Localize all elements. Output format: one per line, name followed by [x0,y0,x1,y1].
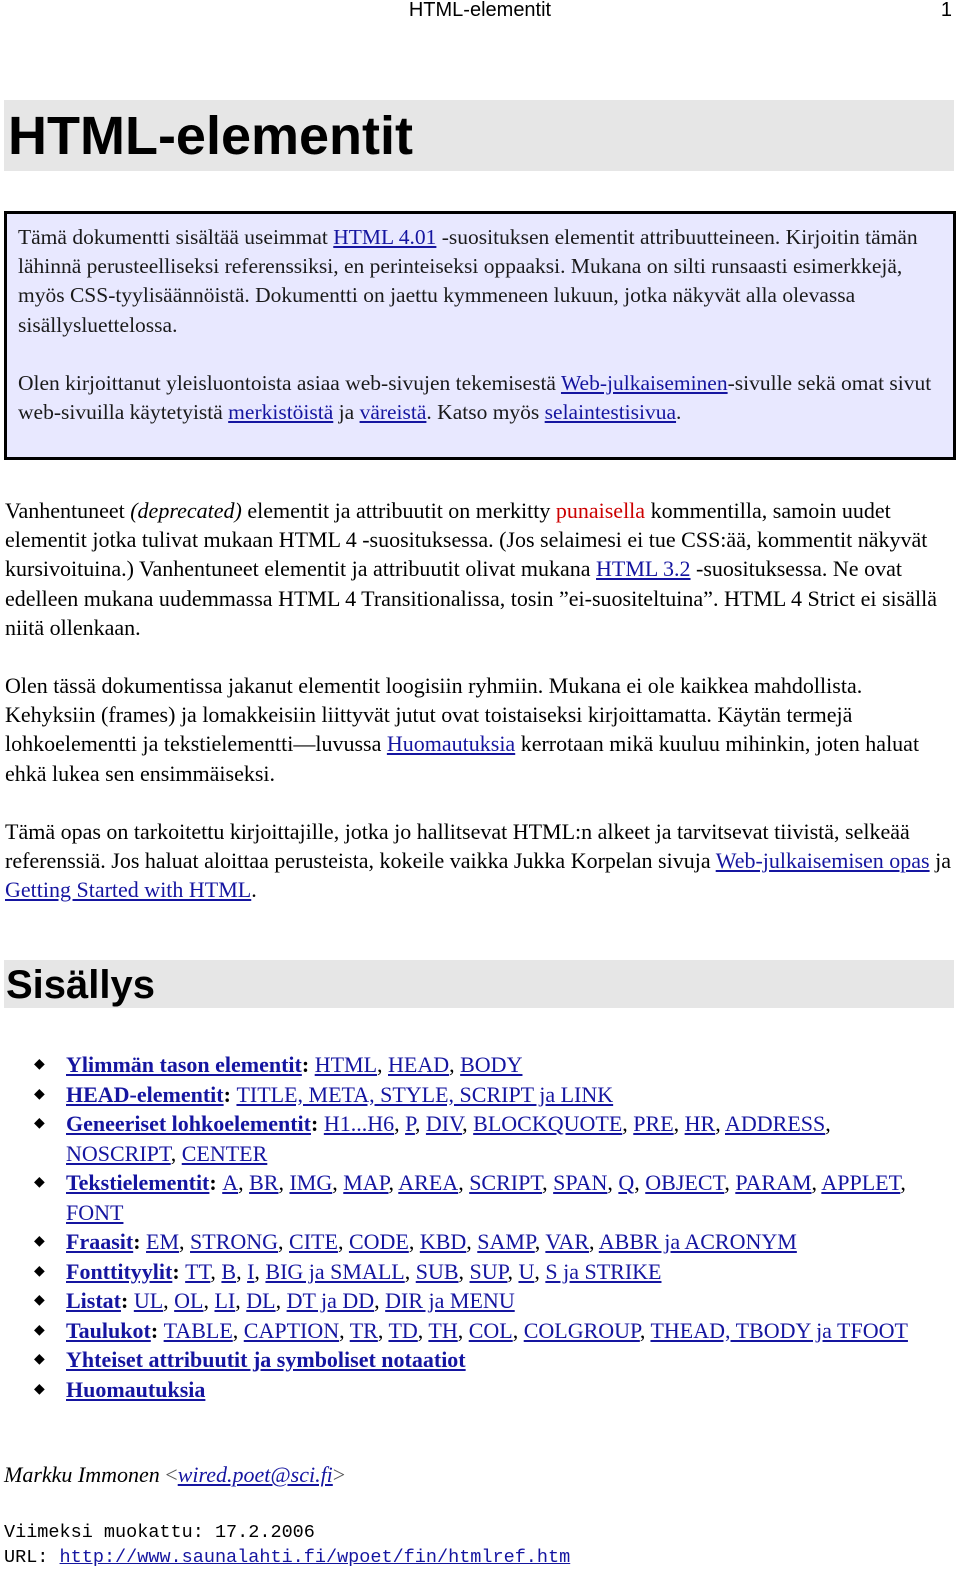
toc-element-link[interactable]: CAPTION [243,1317,340,1343]
toc-item: ◆ Taulukot: TABLE, CAPTION, TR, TD, TH, COL, COLGROUP, THEAD, TBODY ja TFOOT [34,1316,934,1346]
diamond-bullet-icon: ◆ [34,1086,45,1102]
modified-date: 17.2.2006 [214,1522,315,1543]
modified-line: Viimeksi muokattu: 17.2.2006 [4,1522,315,1543]
toc-category-link[interactable]: Taulukot [66,1317,151,1343]
toc-category-link[interactable]: HEAD-elementit [66,1081,224,1107]
toc-heading-bar [4,960,954,1008]
toc-element-link[interactable]: NOSCRIPT [66,1140,171,1166]
toc-item: ◆ Fraasit: EM, STRONG, CITE, CODE, KBD, SAMP, VAR, ABBR ja ACRONYM [34,1227,934,1257]
toc-element-link[interactable]: FONT [66,1199,124,1225]
toc-element-link[interactable]: HEAD [388,1052,450,1077]
diamond-bullet-icon: ◆ [34,1234,45,1249]
toc-element-link[interactable]: TR [349,1317,378,1343]
toc-element-link[interactable]: APPLET [821,1170,901,1195]
toc-element-link[interactable]: P [405,1111,415,1136]
toc-element-link[interactable]: AREA [398,1170,459,1195]
toc-element-link[interactable]: DL [246,1288,276,1313]
toc-element-link[interactable]: Q [618,1170,635,1195]
toc-element-link[interactable]: ADDRESS [725,1111,826,1136]
toc-category-link[interactable]: Yhteiset attribuutit ja symboliset notaatiot [66,1347,466,1372]
body-paragraph-2: Olen tässä dokumentissa jakanut elementit loogisiin ryhmiin. Mukana ei ole kaikkea mahdollista. Kehyksiin (frames) ja lomakkeisiin liittyvät jutut ovat toistaiseksi kirjoittamatta. Käytän termejä lohkoelementti ja tekstielementti—luvussa Huomautuksia kerrotaan mikä kuuluu mihinkin, joten haluat ehkä lukea sen ensimmäiseksi. [5,673,920,786]
toc-element-link[interactable]: HTML [314,1052,378,1077]
diamond-bullet-icon: ◆ [34,1293,45,1308]
toc-category-link[interactable]: Fraasit [66,1229,134,1254]
toc-element-link[interactable]: H1...H6 [323,1111,395,1136]
toc-element-link[interactable]: A [222,1170,239,1195]
toc-element-link[interactable]: PARAM [735,1170,812,1195]
diamond-bullet-icon: ◆ [34,1352,45,1367]
toc-element-link[interactable]: BR [249,1170,279,1195]
page-footer [4,1520,570,1570]
diamond-bullet-icon: ◆ [34,1175,45,1190]
toc-element-link[interactable]: PRE [633,1111,674,1136]
toc-element-link[interactable]: COL [468,1317,513,1343]
toc-category-link[interactable]: Ylimmän tason elementit [66,1052,302,1077]
toc-item: ◆ HEAD-elementit: TITLE, META, STYLE, SCRIPT ja LINK [34,1080,934,1110]
toc-element-link[interactable]: KBD [419,1229,467,1254]
toc-category-link[interactable]: Fonttityylit [66,1258,173,1284]
toc-element-link[interactable]: SUB [415,1258,459,1284]
link-vareista[interactable]: väreistä [359,400,427,425]
toc-element-link[interactable]: TD [388,1317,418,1343]
toc-element-link[interactable]: TT [185,1258,211,1284]
toc-category-link[interactable]: Huomautuksia [66,1376,206,1402]
toc-element-link[interactable]: S ja STRIKE [545,1258,662,1284]
red-word: punaisella [555,498,646,523]
link-getting-started[interactable]: Getting Started with HTML [5,877,252,903]
toc-element-link[interactable]: B [221,1258,237,1284]
toc-element-link[interactable]: SCRIPT [469,1170,543,1195]
toc-element-link[interactable]: STRONG [190,1229,279,1254]
page-number: 1 [940,0,952,21]
toc-element-link[interactable]: SPAN [553,1170,608,1195]
toc-element-link[interactable]: BLOCKQUOTE [473,1111,623,1136]
toc-category-link[interactable]: Tekstielementit [66,1170,210,1195]
toc-item: ◆ Geneeriset lohkoelementit: H1...H6, P, DIV, BLOCKQUOTE, PRE, HR, ADDRESS, NOSCRIPT, CENTER [34,1111,831,1166]
toc-element-link[interactable]: TITLE, META, STYLE, SCRIPT ja LINK [236,1081,614,1107]
toc-item [34,1345,934,1375]
link-huomautuksia[interactable]: Huomautuksia [386,731,516,757]
toc-item [34,1375,934,1405]
toc-element-link[interactable]: MAP [343,1170,389,1195]
toc-element-link[interactable]: THEAD, TBODY ja TFOOT [650,1317,908,1343]
toc-element-link[interactable]: DT ja DD [286,1288,375,1313]
toc-element-link[interactable]: VAR [545,1229,589,1254]
toc-element-link[interactable]: SAMP [477,1229,535,1254]
page-title-bar [4,100,954,171]
toc-element-link[interactable]: DIV [425,1111,463,1136]
toc-element-link[interactable]: ABBR ja ACRONYM [598,1229,797,1254]
toc-element-link[interactable]: BIG ja SMALL [265,1258,405,1284]
link-html32[interactable]: HTML 3.2 [596,556,691,582]
intro-box [4,211,956,460]
link-web-julkaiseminen[interactable]: Web-julkaiseminen [560,370,728,395]
toc-element-link[interactable]: U [518,1258,535,1284]
toc-element-link[interactable]: OBJECT [645,1170,725,1195]
author-line: Markku Immonen <wired.poet@sci.fi> [4,1462,346,1487]
toc-item: ◆ Tekstielementit: A, BR, IMG, MAP, AREA, SCRIPT, SPAN, Q, OBJECT, PARAM, APPLET, FONT [34,1170,906,1225]
link-merkistot[interactable]: merkistöistä [228,400,334,425]
link-web-julkaisemisen-opas[interactable]: Web-julkaisemisen opas [715,848,930,874]
toc-item: ◆ Listat: UL, OL, LI, DL, DT ja DD, DIR ja MENU [34,1286,934,1316]
page-header-title: HTML-elementit [408,0,552,21]
page-url-link[interactable]: http://www.saunalahti.fi/wpoet/fin/htmlref.htm [59,1547,571,1568]
link-selaintestisivua[interactable]: selaintestisivua [544,400,677,425]
toc-element-link[interactable]: OL [174,1288,204,1313]
author-name: Markku Immonen [4,1462,160,1487]
body-paragraph-1: Vanhentuneet (deprecated) elementit ja attribuutit on merkitty punaisella kommentilla, samoin uudet elementit jotka tulivat mukaan HTML 4 -suosituksessa. (Jos selaimesi ei tue CSS:ää, kommentit näkyvät kursivoituina.) Vanhentuneet elementit ja attribuutit olivat mukana HTML 3.2 -suosituksessa. Ne ovat edelleen mukana uudemmassa HTML 4 Transitionalissa, tosin ”ei-suositeltuina”. HTML 4 Strict ei sisällä niitä ollenkaan. [5,498,937,640]
toc-element-link[interactable]: UL [133,1288,164,1313]
toc-element-link[interactable]: COLGROUP [523,1317,640,1343]
toc-element-link[interactable]: HR [684,1111,716,1136]
toc-category-link[interactable]: Geneeriset lohkoelementit [66,1111,311,1136]
intro-paragraph-2: Olen kirjoittanut yleisluontoista asiaa web-sivujen tekemisestä Web-julkaiseminen-sivulle sekä omat sivut web-sivuilla käytetyistä merkistöistä ja väreistä. Katso myös selaintestisivua. [18,370,932,425]
toc-element-link[interactable]: DIR ja MENU [385,1288,515,1313]
toc-element-link[interactable]: BODY [460,1052,523,1077]
toc-element-link[interactable]: TABLE [163,1317,233,1343]
author-email-link[interactable]: wired.poet@sci.fi [177,1462,333,1487]
deprecated-term: (deprecated) [130,498,242,523]
toc-element-link[interactable]: CODE [348,1229,409,1254]
toc-category-link[interactable]: Listat [66,1288,121,1313]
toc-element-link[interactable]: IMG [289,1170,333,1195]
page-title: HTML-elementit [8,106,413,166]
toc-element-link[interactable]: EM [146,1229,180,1254]
body-paragraph-3: Tämä opas on tarkoitettu kirjoittajille, jotka jo hallitsevat HTML:n alkeet ja tarvitsevat tiivistä, selkeää referenssiä. Jos haluat aloittaa perusteista, kokeile vaikka Jukka Korpelan sivuja Web-julkaisemisen opas ja Getting Started with HTML. [5,818,951,903]
toc-heading: Sisällys [6,963,156,1007]
diamond-bullet-icon: ◆ [34,1116,45,1131]
diamond-bullet-icon: ◆ [34,1263,45,1279]
link-html401[interactable]: HTML 4.01 [333,225,437,249]
toc-element-link[interactable]: TH [428,1317,458,1343]
toc-element-link[interactable]: I [247,1258,255,1284]
toc-element-link[interactable]: SUP [469,1258,508,1284]
toc-element-link[interactable]: CITE [289,1229,338,1254]
toc-element-link[interactable]: LI [214,1288,236,1313]
url-line: URL: http://www.saunalahti.fi/wpoet/fin/htmlref.htm [4,1547,571,1568]
table-of-contents [34,1050,934,1404]
toc-element-link[interactable]: CENTER [181,1140,268,1166]
toc-item: ◆ Ylimmän tason elementit: HTML, HEAD, BODY [34,1050,934,1080]
page-header [0,0,960,24]
diamond-bullet-icon: ◆ [34,1057,45,1072]
intro-paragraph-1: Tämä dokumentti sisältää useimmat HTML 4.01 -suosituksen elementit attribuutteineen. Kirjoitin tämän lähinnä perusteelliseksi referenssiksi, en perinteiseksi oppaaksi. Mukana on silti runsaasti esimerkkejä, myös CSS-tyylisäännöistä. Dokumentti on jaettu kymmeneen lukuun, jotka näkyvät alla olevassa sisällysluettelossa. [18,225,918,337]
diamond-bullet-icon: ◆ [34,1381,45,1397]
diamond-bullet-icon: ◆ [34,1322,45,1338]
toc-item: ◆ Fonttityylit: TT, B, I, BIG ja SMALL, SUB, SUP, U, S ja STRIKE [34,1257,934,1287]
main-content [5,496,955,933]
